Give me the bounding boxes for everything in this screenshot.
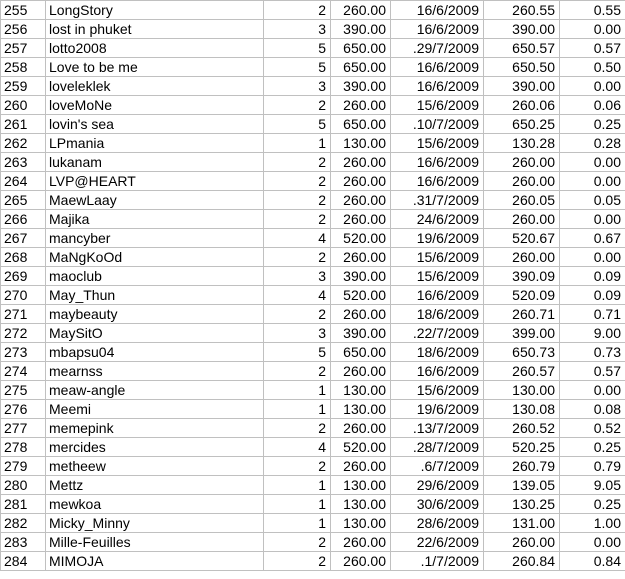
table-row (1, 20, 625, 39)
date-cell[interactable]: 18/6/2009 (391, 305, 484, 324)
date-cell[interactable]: 22/6/2009 (391, 533, 484, 552)
difference-cell[interactable]: 0.55 (560, 1, 625, 20)
date-cell[interactable]: 18/6/2009 (391, 343, 484, 362)
difference-cell[interactable]: 9.00 (560, 324, 625, 343)
difference-cell[interactable]: 0.52 (560, 419, 625, 438)
date-cell[interactable]: 16/6/2009 (391, 153, 484, 172)
amount-cell[interactable]: 520.00 (331, 229, 391, 248)
quantity-cell[interactable]: 2 (264, 153, 331, 172)
amount-cell[interactable]: 390.00 (331, 324, 391, 343)
table-row (1, 1, 625, 20)
amount-cell[interactable]: 390.00 (331, 267, 391, 286)
table-row (1, 495, 625, 514)
paid-cell[interactable]: 520.09 (484, 286, 560, 305)
row-number-cell[interactable]: 262 (1, 134, 46, 153)
amount-cell[interactable]: 130.00 (331, 400, 391, 419)
date-cell[interactable]: 30/6/2009 (391, 495, 484, 514)
paid-cell[interactable]: 390.09 (484, 267, 560, 286)
row-number-cell[interactable]: 259 (1, 77, 46, 96)
row-number-cell[interactable]: 283 (1, 533, 46, 552)
name-cell[interactable]: lost in phuket (46, 20, 264, 39)
date-cell[interactable]: .6/7/2009 (391, 457, 484, 476)
date-cell[interactable]: 28/6/2009 (391, 514, 484, 533)
table-row (1, 115, 625, 134)
table-row (1, 305, 625, 324)
amount-cell[interactable]: 260.00 (331, 305, 391, 324)
amount-cell[interactable]: 130.00 (331, 134, 391, 153)
paid-cell[interactable]: 650.73 (484, 343, 560, 362)
table-row (1, 58, 625, 77)
amount-cell[interactable]: 390.00 (331, 20, 391, 39)
name-cell[interactable]: memepink (46, 419, 264, 438)
table-row (1, 362, 625, 381)
paid-cell[interactable]: 260.05 (484, 191, 560, 210)
difference-cell[interactable]: 0.25 (560, 495, 625, 514)
row-number-cell[interactable]: 266 (1, 210, 46, 229)
name-cell[interactable]: Meemi (46, 400, 264, 419)
paid-cell[interactable]: 139.05 (484, 476, 560, 495)
date-cell[interactable]: .31/7/2009 (391, 191, 484, 210)
difference-cell[interactable]: 0.00 (560, 210, 625, 229)
quantity-cell[interactable]: 1 (264, 134, 331, 153)
quantity-cell[interactable]: 2 (264, 305, 331, 324)
row-number-cell[interactable]: 260 (1, 96, 46, 115)
name-cell[interactable]: MaNgKoOd (46, 248, 264, 267)
row-number-cell[interactable]: 277 (1, 419, 46, 438)
row-number-cell[interactable]: 258 (1, 58, 46, 77)
paid-cell[interactable]: 520.67 (484, 229, 560, 248)
row-number-cell[interactable]: 265 (1, 191, 46, 210)
row-number-cell[interactable]: 267 (1, 229, 46, 248)
name-cell[interactable]: mearnss (46, 362, 264, 381)
amount-cell[interactable]: 260.00 (331, 248, 391, 267)
quantity-cell[interactable]: 1 (264, 514, 331, 533)
date-cell[interactable]: .13/7/2009 (391, 419, 484, 438)
difference-cell[interactable]: 0.28 (560, 134, 625, 153)
amount-cell[interactable]: 520.00 (331, 438, 391, 457)
row-number-cell[interactable]: 256 (1, 20, 46, 39)
difference-cell[interactable]: 0.67 (560, 229, 625, 248)
name-cell[interactable]: Mettz (46, 476, 264, 495)
difference-cell[interactable]: 0.00 (560, 20, 625, 39)
date-cell[interactable]: 15/6/2009 (391, 267, 484, 286)
name-cell[interactable]: LPmania (46, 134, 264, 153)
table-row (1, 172, 625, 191)
paid-cell[interactable]: 130.25 (484, 495, 560, 514)
quantity-cell[interactable]: 1 (264, 476, 331, 495)
amount-cell[interactable]: 260.00 (331, 96, 391, 115)
table-row (1, 324, 625, 343)
name-cell[interactable]: MaewLaay (46, 191, 264, 210)
table-body (1, 1, 625, 571)
table-row (1, 134, 625, 153)
table-row (1, 476, 625, 495)
row-number-cell[interactable]: 263 (1, 153, 46, 172)
quantity-cell[interactable]: 1 (264, 400, 331, 419)
row-number-cell[interactable]: 284 (1, 552, 46, 571)
name-cell[interactable]: MIMOJA (46, 552, 264, 571)
table-row (1, 248, 625, 267)
table-row (1, 533, 625, 552)
date-cell[interactable]: 24/6/2009 (391, 210, 484, 229)
quantity-cell[interactable]: 2 (264, 248, 331, 267)
date-cell[interactable]: 29/6/2009 (391, 476, 484, 495)
table-row (1, 77, 625, 96)
quantity-cell[interactable]: 2 (264, 552, 331, 571)
paid-cell[interactable]: 260.71 (484, 305, 560, 324)
quantity-cell[interactable]: 3 (264, 77, 331, 96)
quantity-cell[interactable]: 2 (264, 1, 331, 20)
amount-cell[interactable]: 650.00 (331, 115, 391, 134)
name-cell[interactable]: LongStory (46, 1, 264, 20)
difference-cell[interactable]: 0.25 (560, 438, 625, 457)
name-cell[interactable]: Love to be me (46, 58, 264, 77)
name-cell[interactable]: LVP@HEART (46, 172, 264, 191)
difference-cell[interactable]: 0.73 (560, 343, 625, 362)
table-row (1, 419, 625, 438)
quantity-cell[interactable]: 2 (264, 172, 331, 191)
paid-cell[interactable]: 260.06 (484, 96, 560, 115)
paid-cell[interactable]: 260.84 (484, 552, 560, 571)
paid-cell[interactable]: 260.00 (484, 248, 560, 267)
name-cell[interactable]: metheew (46, 457, 264, 476)
row-number-cell[interactable]: 282 (1, 514, 46, 533)
amount-cell[interactable]: 130.00 (331, 381, 391, 400)
date-cell[interactable]: 15/6/2009 (391, 96, 484, 115)
amount-cell[interactable]: 260.00 (331, 552, 391, 571)
difference-cell[interactable]: 0.00 (560, 381, 625, 400)
difference-cell[interactable]: 0.57 (560, 39, 625, 58)
row-number-cell[interactable]: 280 (1, 476, 46, 495)
quantity-cell[interactable]: 1 (264, 495, 331, 514)
row-number-cell[interactable]: 264 (1, 172, 46, 191)
amount-cell[interactable]: 650.00 (331, 39, 391, 58)
amount-cell[interactable]: 260.00 (331, 419, 391, 438)
name-cell[interactable]: lotto2008 (46, 39, 264, 58)
paid-cell[interactable]: 650.57 (484, 39, 560, 58)
date-cell[interactable]: .10/7/2009 (391, 115, 484, 134)
paid-cell[interactable]: 260.52 (484, 419, 560, 438)
paid-cell[interactable]: 130.28 (484, 134, 560, 153)
name-cell[interactable]: Micky_Minny (46, 514, 264, 533)
difference-cell[interactable]: 0.00 (560, 248, 625, 267)
row-number-cell[interactable]: 281 (1, 495, 46, 514)
paid-cell[interactable]: 260.57 (484, 362, 560, 381)
row-number-cell[interactable]: 270 (1, 286, 46, 305)
amount-cell[interactable]: 260.00 (331, 533, 391, 552)
date-cell[interactable]: 19/6/2009 (391, 400, 484, 419)
name-cell[interactable]: maoclub (46, 267, 264, 286)
date-cell[interactable]: 16/6/2009 (391, 58, 484, 77)
row-number-cell[interactable]: 255 (1, 1, 46, 20)
table-row (1, 552, 625, 571)
table-row (1, 229, 625, 248)
difference-cell[interactable]: 0.05 (560, 191, 625, 210)
name-cell[interactable]: lovin's sea (46, 115, 264, 134)
quantity-cell[interactable]: 2 (264, 419, 331, 438)
table-row (1, 191, 625, 210)
quantity-cell[interactable]: 2 (264, 362, 331, 381)
paid-cell[interactable]: 650.50 (484, 58, 560, 77)
date-cell[interactable]: 15/6/2009 (391, 248, 484, 267)
row-number-cell[interactable]: 269 (1, 267, 46, 286)
quantity-cell[interactable]: 4 (264, 229, 331, 248)
name-cell[interactable]: maybeauty (46, 305, 264, 324)
date-cell[interactable]: 16/6/2009 (391, 286, 484, 305)
name-cell[interactable]: Mille-Feuilles (46, 533, 264, 552)
paid-cell[interactable]: 520.25 (484, 438, 560, 457)
amount-cell[interactable]: 650.00 (331, 58, 391, 77)
row-number-cell[interactable]: 261 (1, 115, 46, 134)
table-row (1, 457, 625, 476)
row-number-cell[interactable]: 271 (1, 305, 46, 324)
amount-cell[interactable]: 260.00 (331, 172, 391, 191)
difference-cell[interactable]: 0.06 (560, 96, 625, 115)
difference-cell[interactable]: 0.84 (560, 552, 625, 571)
paid-cell[interactable]: 130.08 (484, 400, 560, 419)
quantity-cell[interactable]: 3 (264, 20, 331, 39)
date-cell[interactable]: .1/7/2009 (391, 552, 484, 571)
amount-cell[interactable]: 260.00 (331, 153, 391, 172)
date-cell[interactable]: .28/7/2009 (391, 438, 484, 457)
table-row (1, 96, 625, 115)
quantity-cell[interactable]: 5 (264, 58, 331, 77)
paid-cell[interactable]: 650.25 (484, 115, 560, 134)
name-cell[interactable]: lukanam (46, 153, 264, 172)
amount-cell[interactable]: 260.00 (331, 210, 391, 229)
difference-cell[interactable]: 0.08 (560, 400, 625, 419)
amount-cell[interactable]: 260.00 (331, 362, 391, 381)
quantity-cell[interactable]: 1 (264, 381, 331, 400)
paid-cell[interactable]: 260.00 (484, 210, 560, 229)
difference-cell[interactable]: 9.05 (560, 476, 625, 495)
amount-cell[interactable]: 260.00 (331, 191, 391, 210)
difference-cell[interactable]: 0.71 (560, 305, 625, 324)
amount-cell[interactable]: 130.00 (331, 514, 391, 533)
difference-cell[interactable]: 1.00 (560, 514, 625, 533)
quantity-cell[interactable]: 2 (264, 457, 331, 476)
paid-cell[interactable]: 399.00 (484, 324, 560, 343)
quantity-cell[interactable]: 5 (264, 39, 331, 58)
date-cell[interactable]: 16/6/2009 (391, 1, 484, 20)
name-cell[interactable]: mancyber (46, 229, 264, 248)
paid-cell[interactable]: 131.00 (484, 514, 560, 533)
row-number-cell[interactable]: 274 (1, 362, 46, 381)
quantity-cell[interactable]: 4 (264, 286, 331, 305)
paid-cell[interactable]: 260.79 (484, 457, 560, 476)
amount-cell[interactable]: 260.00 (331, 1, 391, 20)
name-cell[interactable]: May_Thun (46, 286, 264, 305)
paid-cell[interactable]: 260.00 (484, 533, 560, 552)
row-number-cell[interactable]: 257 (1, 39, 46, 58)
date-cell[interactable]: 15/6/2009 (391, 134, 484, 153)
date-cell[interactable]: 16/6/2009 (391, 20, 484, 39)
amount-cell[interactable]: 130.00 (331, 495, 391, 514)
table-row (1, 153, 625, 172)
quantity-cell[interactable]: 2 (264, 210, 331, 229)
difference-cell[interactable]: 0.00 (560, 172, 625, 191)
row-number-cell[interactable]: 276 (1, 400, 46, 419)
date-cell[interactable]: .29/7/2009 (391, 39, 484, 58)
name-cell[interactable]: loveleklek (46, 77, 264, 96)
name-cell[interactable]: mercides (46, 438, 264, 457)
date-cell[interactable]: 15/6/2009 (391, 381, 484, 400)
paid-cell[interactable]: 390.00 (484, 77, 560, 96)
difference-cell[interactable]: 0.09 (560, 267, 625, 286)
difference-cell[interactable]: 0.00 (560, 153, 625, 172)
date-cell[interactable]: 16/6/2009 (391, 172, 484, 191)
difference-cell[interactable]: 0.79 (560, 457, 625, 476)
difference-cell[interactable]: 0.25 (560, 115, 625, 134)
date-cell[interactable]: .22/7/2009 (391, 324, 484, 343)
name-cell[interactable]: MaySitO (46, 324, 264, 343)
quantity-cell[interactable]: 5 (264, 343, 331, 362)
paid-cell[interactable]: 260.00 (484, 172, 560, 191)
row-number-cell[interactable]: 268 (1, 248, 46, 267)
table-row (1, 438, 625, 457)
name-cell[interactable]: loveMoNe (46, 96, 264, 115)
quantity-cell[interactable]: 4 (264, 438, 331, 457)
table-row (1, 514, 625, 533)
amount-cell[interactable]: 390.00 (331, 77, 391, 96)
amount-cell[interactable]: 520.00 (331, 286, 391, 305)
paid-cell[interactable]: 390.00 (484, 20, 560, 39)
date-cell[interactable]: 16/6/2009 (391, 362, 484, 381)
quantity-cell[interactable]: 3 (264, 324, 331, 343)
paid-cell[interactable]: 260.55 (484, 1, 560, 20)
row-number-cell[interactable]: 273 (1, 343, 46, 362)
paid-cell[interactable]: 130.00 (484, 381, 560, 400)
difference-cell[interactable]: 0.57 (560, 362, 625, 381)
paid-cell[interactable]: 260.00 (484, 153, 560, 172)
amount-cell[interactable]: 260.00 (331, 457, 391, 476)
date-cell[interactable]: 19/6/2009 (391, 229, 484, 248)
table-row (1, 267, 625, 286)
quantity-cell[interactable]: 2 (264, 533, 331, 552)
name-cell[interactable]: mewkoa (46, 495, 264, 514)
row-number-cell[interactable]: 279 (1, 457, 46, 476)
table-row (1, 39, 625, 58)
quantity-cell[interactable]: 5 (264, 115, 331, 134)
amount-cell[interactable]: 130.00 (331, 476, 391, 495)
difference-cell[interactable]: 0.50 (560, 58, 625, 77)
name-cell[interactable]: Majika (46, 210, 264, 229)
row-number-cell[interactable]: 275 (1, 381, 46, 400)
row-number-cell[interactable]: 278 (1, 438, 46, 457)
difference-cell[interactable]: 0.00 (560, 533, 625, 552)
difference-cell[interactable]: 0.09 (560, 286, 625, 305)
quantity-cell[interactable]: 2 (264, 96, 331, 115)
table-row (1, 210, 625, 229)
table-row (1, 400, 625, 419)
date-cell[interactable]: 16/6/2009 (391, 77, 484, 96)
name-cell[interactable]: mbapsu04 (46, 343, 264, 362)
table-row (1, 381, 625, 400)
quantity-cell[interactable]: 2 (264, 191, 331, 210)
row-number-cell[interactable]: 272 (1, 324, 46, 343)
amount-cell[interactable]: 650.00 (331, 343, 391, 362)
quantity-cell[interactable]: 3 (264, 267, 331, 286)
name-cell[interactable]: meaw-angle (46, 381, 264, 400)
table-row (1, 286, 625, 305)
table-row (1, 343, 625, 362)
difference-cell[interactable]: 0.00 (560, 77, 625, 96)
